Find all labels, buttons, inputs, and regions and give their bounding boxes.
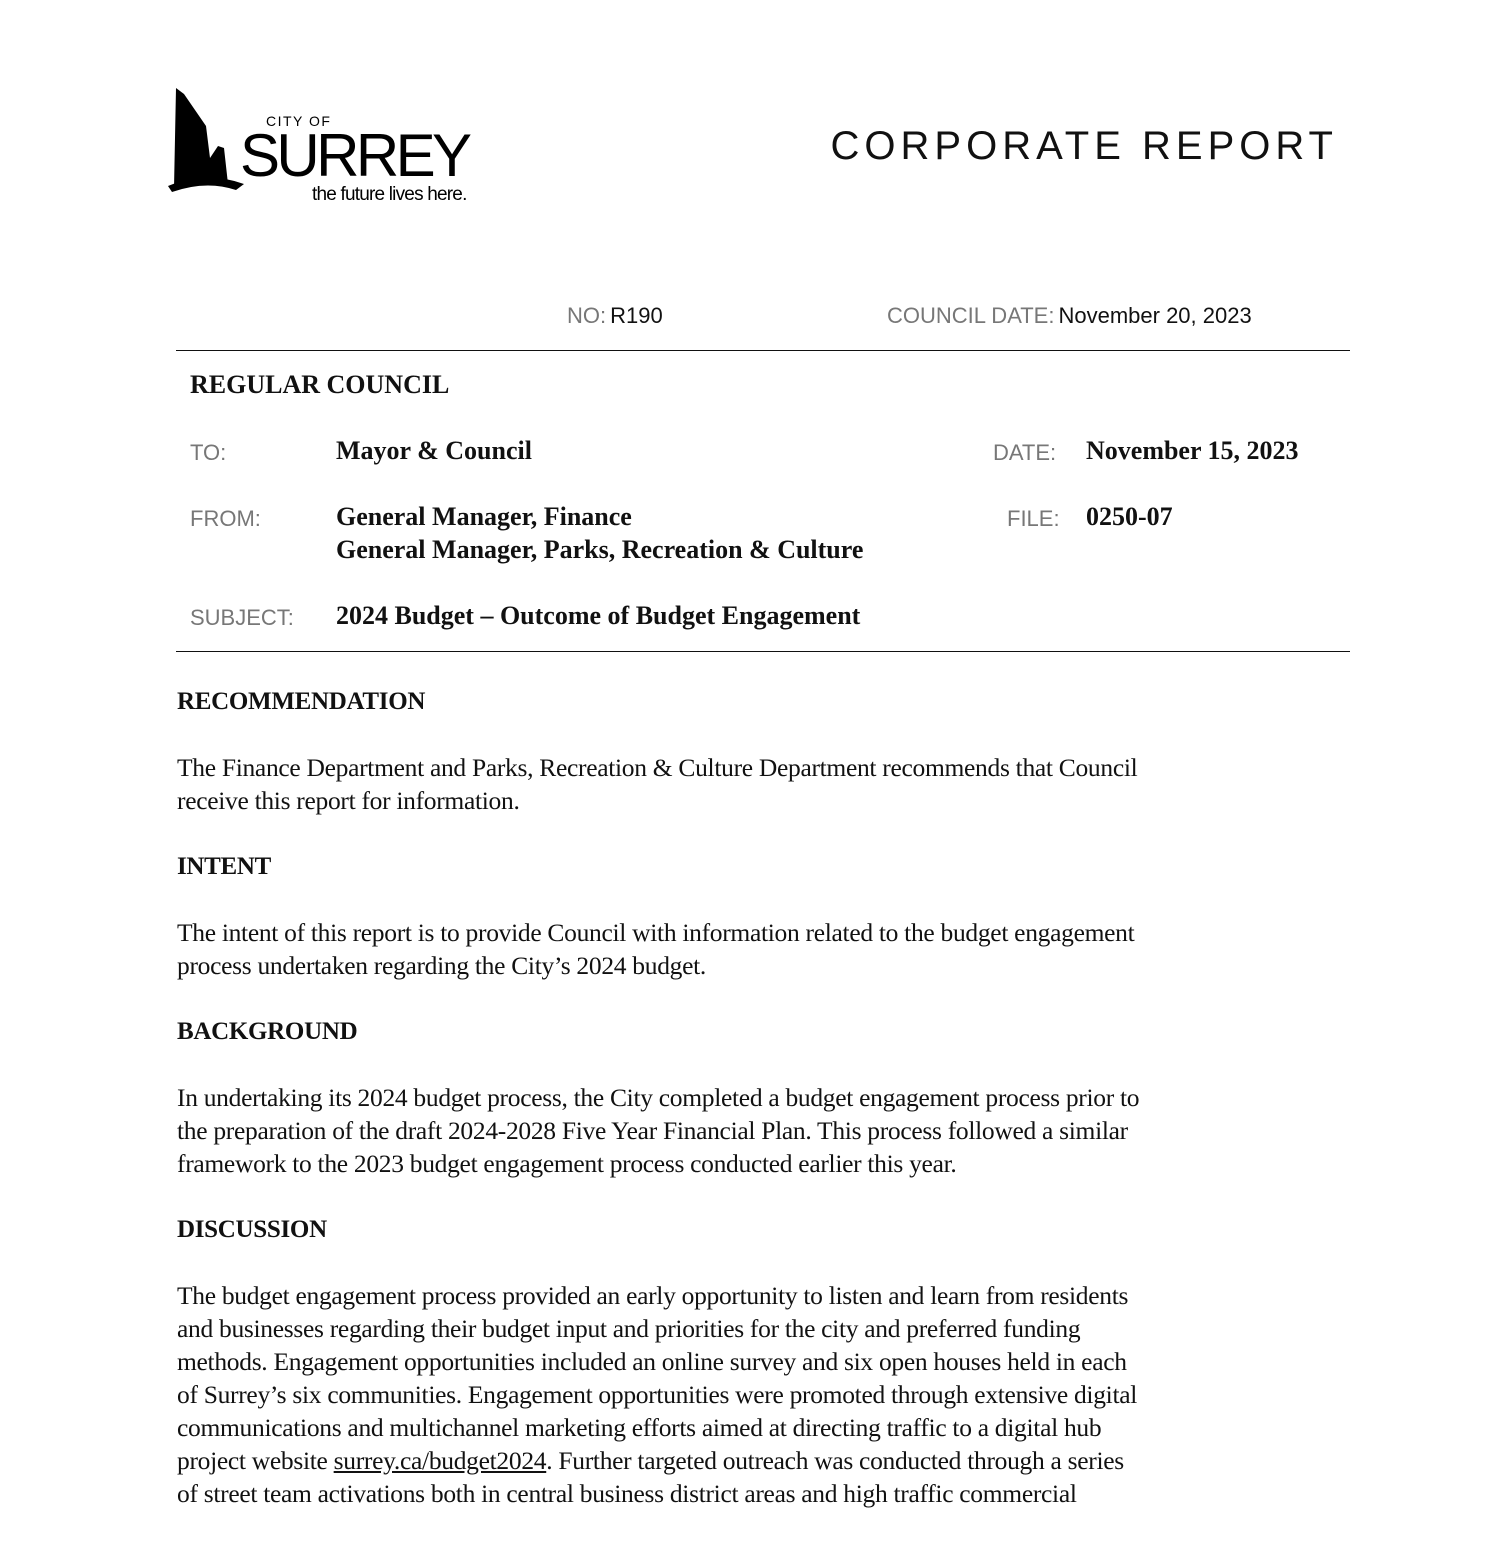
intent-heading: INTENT xyxy=(177,853,272,880)
to-label: TO: xyxy=(190,440,227,465)
svg-text:CITY OF: CITY OF xyxy=(266,113,332,129)
intent-text xyxy=(177,916,1337,982)
date-label: DATE: xyxy=(993,440,1057,465)
recommendation-text xyxy=(177,751,1337,817)
no-value: R190 xyxy=(610,303,663,328)
text-line: the preparation of the draft 2024-2028 Five Year Financial Plan. This process followed a similar xyxy=(177,1116,1128,1145)
text-line: of street team activations both in central business district areas and high traffic commercial xyxy=(177,1479,1077,1508)
subject-value: 2024 Budget – Outcome of Budget Engagement xyxy=(336,601,861,630)
file-label: FILE: xyxy=(1007,506,1060,531)
text-line: communications and multichannel marketing efforts aimed at directing traffic to a digital hub xyxy=(177,1413,1102,1442)
text-line: The intent of this report is to provide Council with information related to the budget engagement xyxy=(177,918,1135,947)
report-title: CORPORATE REPORT xyxy=(830,124,1338,168)
text-fragment: . Further targeted outreach was conducted through a series xyxy=(546,1446,1124,1475)
svg-text:SURREY: SURREY xyxy=(240,122,472,189)
council-date-value: November 20, 2023 xyxy=(1058,303,1252,328)
recommendation-heading: RECOMMENDATION xyxy=(177,688,426,715)
svg-text:the future lives here.: the future lives here. xyxy=(312,184,467,205)
background-heading: BACKGROUND xyxy=(177,1018,358,1045)
text-line: receive this report for information. xyxy=(177,786,520,815)
no-label: NO: xyxy=(567,303,607,328)
from-value-2: General Manager, Parks, Recreation & Culture xyxy=(336,535,864,564)
report-number xyxy=(567,303,663,329)
subject-label: SUBJECT: xyxy=(190,605,294,630)
text-line: of Surrey’s six communities. Engagement opportunities were promoted through extensive digital xyxy=(177,1380,1138,1409)
from-value-1: General Manager, Finance xyxy=(336,502,632,531)
discussion-text xyxy=(177,1279,1337,1510)
text-line xyxy=(177,1444,1337,1477)
text-line: process undertaken regarding the City’s 2024 budget. xyxy=(177,951,706,980)
city-of-surrey-logo xyxy=(166,86,486,206)
text-line: The Finance Department and Parks, Recreation & Culture Department recommends that Council xyxy=(177,753,1138,782)
date-value: November 15, 2023 xyxy=(1086,436,1299,465)
divider xyxy=(176,651,1350,652)
text-line: In undertaking its 2024 budget process, the City completed a budget engagement process prior to xyxy=(177,1083,1140,1112)
logo-sail-icon xyxy=(166,86,486,206)
budget-website-link[interactable]: surrey.ca/budget2024 xyxy=(333,1446,547,1475)
meeting-type: REGULAR COUNCIL xyxy=(190,370,450,399)
from-label: FROM: xyxy=(190,506,261,531)
text-line: The budget engagement process provided an early opportunity to listen and learn from residents xyxy=(177,1281,1129,1310)
to-value: Mayor & Council xyxy=(336,436,532,465)
council-date xyxy=(887,303,1252,329)
text-line: and businesses regarding their budget input and priorities for the city and preferred funding xyxy=(177,1314,1081,1343)
discussion-heading: DISCUSSION xyxy=(177,1216,327,1243)
council-date-label: COUNCIL DATE: xyxy=(887,303,1055,328)
text-line: methods. Engagement opportunities included an online survey and six open houses held in each xyxy=(177,1347,1127,1376)
divider xyxy=(176,350,1350,351)
report-body xyxy=(177,685,1337,1543)
background-text xyxy=(177,1081,1337,1180)
text-fragment: project website xyxy=(177,1446,334,1475)
file-value: 0250-07 xyxy=(1086,502,1173,531)
text-line: framework to the 2023 budget engagement process conducted earlier this year. xyxy=(177,1149,957,1178)
